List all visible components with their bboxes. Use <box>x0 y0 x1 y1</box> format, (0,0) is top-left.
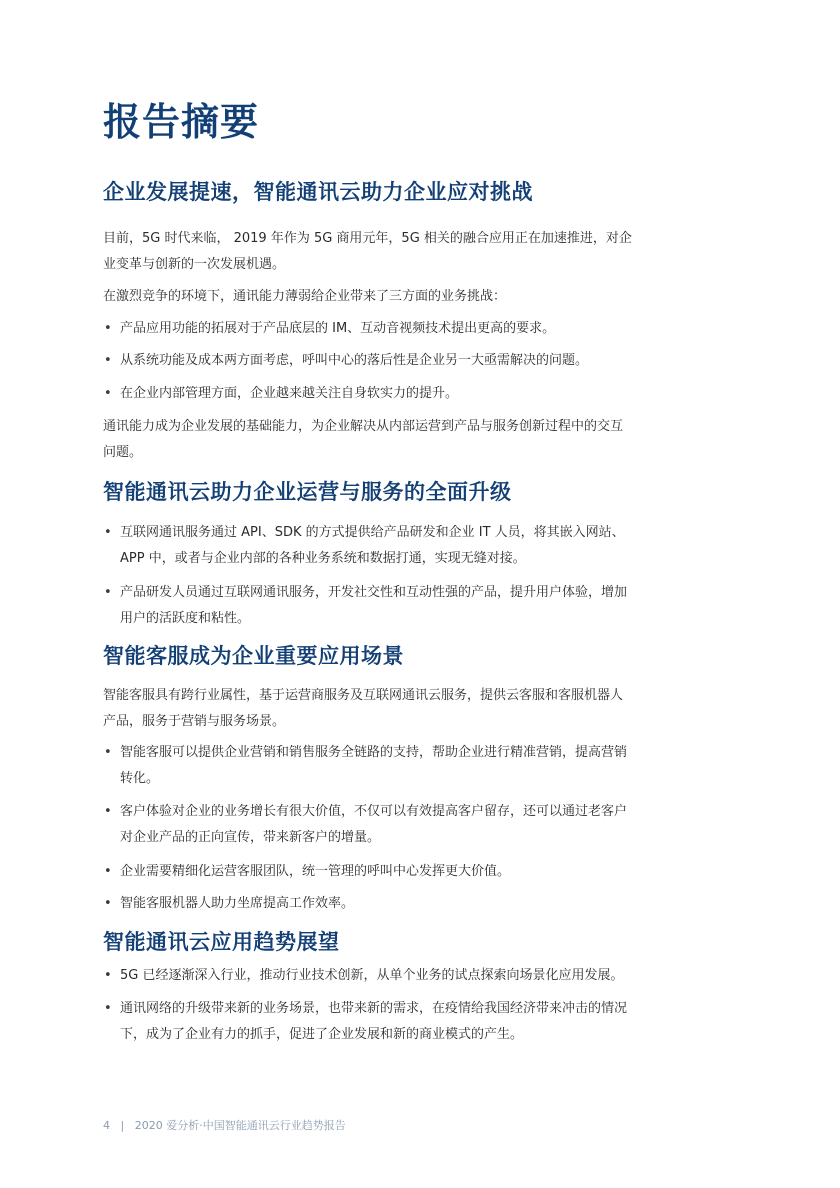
list-item-text: 从系统功能及成本两方面考虑，呼叫中心的落后性是企业另一大亟需解决的问题。 <box>120 353 589 368</box>
bullet-icon: • <box>104 968 112 983</box>
page-footer <box>103 1118 346 1134</box>
list-item <box>103 799 633 851</box>
list-item <box>103 963 633 989</box>
list-item-text: 在企业内部管理方面，企业越来越关注自身软实力的提升。 <box>120 386 459 401</box>
list-item <box>103 520 633 572</box>
list-item-text: 产品应用功能的拓展对于产品底层的 IM、互动音视频技术提出更高的要求。 <box>120 321 556 336</box>
bullet-icon: • <box>104 353 112 368</box>
list-item-text: 客户体验对企业的业务增长有很大价值，不仅可以有效提高客户留存，还可以通过老客户对企业产品的正向宣传，带来新客户的增量。 <box>120 804 628 845</box>
footer-separator: | <box>120 1119 125 1132</box>
list-item <box>103 740 633 792</box>
list-item <box>103 891 633 917</box>
bullet-icon: • <box>104 585 112 600</box>
bullet-icon: • <box>104 896 112 911</box>
bullet-icon: • <box>104 745 112 760</box>
bullet-icon: • <box>104 321 112 336</box>
page-number: 4 <box>103 1119 110 1132</box>
section-paragraph: 在激烈竞争的环境下，通讯能力薄弱给企业带来了三方面的业务挑战： <box>103 289 507 304</box>
list-item <box>103 348 633 374</box>
list-item-text: 企业需要精细化运营客服团队，统一管理的呼叫中心发挥更大价值。 <box>120 864 511 879</box>
section-heading-upgrade: 智能通讯云助力企业运营与服务的全面升级 <box>103 480 512 504</box>
list-item <box>103 580 633 632</box>
list-item-text: 互联网通讯服务通过 API、SDK 的方式提供给产品研发和企业 IT 人员，将其嵌入网站、APP 中，或者与企业内部的各种业务系统和数据打通，实现无缝对接。 <box>120 525 625 566</box>
bullet-icon: • <box>104 386 112 401</box>
list-item-text: 智能客服可以提供企业营销和销售服务全链路的支持，帮助企业进行精准营销，提高营销转化。 <box>120 745 628 786</box>
bullet-icon: • <box>104 864 112 879</box>
section-heading-smart-service: 智能客服成为企业重要应用场景 <box>103 644 404 668</box>
list-item <box>103 381 633 407</box>
list-item <box>103 859 633 885</box>
page-title: 报告摘要 <box>103 100 260 144</box>
list-item <box>103 996 633 1048</box>
list-item-text: 5G 已经逐渐深入行业，推动行业技术创新，从单个业务的试点探索向场景化应用发展。 <box>120 968 624 983</box>
section-paragraph: 通讯能力成为企业发展的基础能力，为企业解决从内部运营到产品与服务创新过程中的交互问题。 <box>103 419 624 460</box>
list-item-text: 智能客服机器人助力坐席提高工作效率。 <box>120 896 355 911</box>
bullet-icon: • <box>104 525 112 540</box>
list-item-text: 通讯网络的升级带来新的业务场景，也带来新的需求，在疫情给我国经济带来冲击的情况下，成为了企业有力的抓手，促进了企业发展和新的商业模式的产生。 <box>120 1001 628 1042</box>
list-item-text: 产品研发人员通过互联网通讯服务，开发社交性和互动性强的产品，提升用户体验，增加用户的活跃度和粘性。 <box>120 585 628 626</box>
section-heading-challenges: 企业发展提速，智能通讯云助力企业应对挑战 <box>103 180 533 204</box>
bullet-icon: • <box>104 1001 112 1016</box>
section-paragraph: 智能客服具有跨行业属性，基于运营商服务及互联网通讯云服务，提供云客服和客服机器人产品，服务于营销与服务场景。 <box>103 688 624 729</box>
list-item <box>103 316 633 342</box>
section-heading-outlook: 智能通讯云应用趋势展望 <box>103 930 340 954</box>
bullet-icon: • <box>104 804 112 819</box>
footer-report-title: 2020 爱分析·中国智能通讯云行业趋势报告 <box>134 1119 346 1132</box>
section-paragraph: 目前，5G 时代来临， 2019 年作为 5G 商用元年，5G 相关的融合应用正在加速推进，对企业变革与创新的一次发展机遇。 <box>103 231 632 272</box>
